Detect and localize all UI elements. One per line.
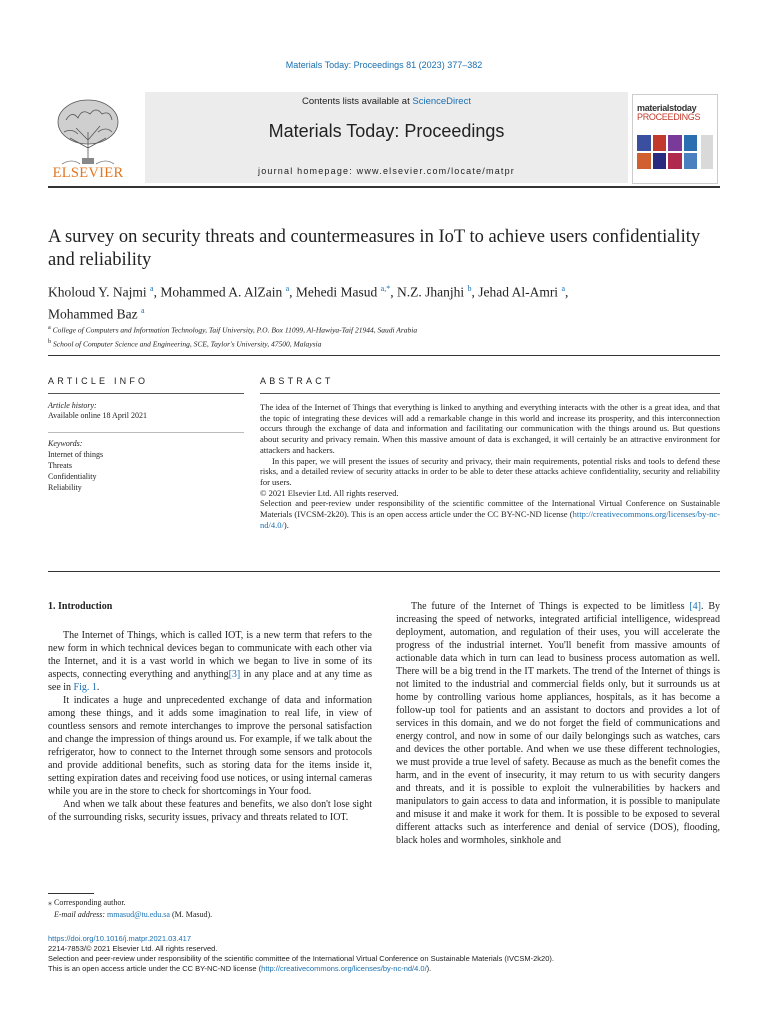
keywords-rule (48, 432, 244, 433)
email-suffix: (M. Masud). (169, 910, 213, 919)
body-paragraph (48, 629, 372, 694)
email-link[interactable]: mmasud@tu.edu.sa (107, 910, 170, 919)
license-link[interactable]: http://creativecommons.org/licenses/by-nc-nd/4.0/ (260, 509, 720, 530)
paragraph-text: . By increasing the speed of networks, integrated artificial intelligence, widespread deployment, automation, and regulation of their uses, you will accelerate the progress of the industrial internet. You'll benefit from massive amounts of actionable data which in turn can lead to business process automation as well. There will be a big trend in the IT markets. The trend of the Internet of things is not limited to the industrial and commercial fields only, but it surrounds us at home by controlling various home appliances, hospitals, as it has become a follow-up tool for patients and an assistant to doctors and provides a lot of services in this domain, and we do not forget the field of communications and energy control, and now in some of our daily belongings such as watches, cars and devices the other portable. And when we use these different technologies, we must provide a true level of safety. Because as much as the benefit comes the harm, and in the event of insecurity, it may return to us with security dangers and threats, and it is possible to exploit the vulnerabilities by hackers and manipulators to gain access to data and information, it is possible to manipulate and misuse it and make it work for them. It is possible to be exposed to several different attacks such as interference and denial of service (DOS), flooding, black holes and wormholes, sinkhole and (396, 601, 720, 846)
abstract-body (260, 402, 720, 530)
abstract-selection (260, 498, 720, 530)
figure-link[interactable]: Fig. 1 (73, 682, 97, 693)
paragraph-text: in any place and at any time as see in (48, 669, 372, 693)
article-title: A survey on security threats and countermeasures in IoT to achieve users confidentiality and reliability (48, 227, 701, 270)
oa-license-link[interactable]: http://creativecommons.org/licenses/by-nc-nd/4.0/ (261, 964, 427, 973)
abstract-rule (260, 393, 720, 394)
footnote (48, 897, 372, 921)
paragraph-text: The Internet of Things, which is called IOT, is a new term that refers to the new form in which technical devices began to communicate with each other via the Internet, and it is a vast world in which we began to live in some of its aspects, connecting everything and anything (48, 630, 372, 680)
body-column-right (396, 600, 720, 847)
cover-sidebar (701, 135, 713, 169)
selection-text: Selection and peer-review under responsibility of the scientific committee of the International Virtual Conference on Sustainable Materials (IVCSM-2k20). This is an open access article under the CC BY-NC-ND license ( (260, 498, 720, 520)
author-name[interactable]: Kholoud Y. Najmi (48, 284, 147, 300)
author-affiliation-marker[interactable]: a (140, 305, 145, 315)
affiliations (48, 322, 720, 349)
selection-end: ). (283, 519, 289, 530)
corresponding-author-note: ⁎ Corresponding author. (48, 898, 126, 907)
journal-reference[interactable]: Materials Today: Proceedings 81 (2023) 377–382 (285, 60, 483, 70)
affiliation-text: College of Computers and Information Technology, Taif University, P.O. Box 11099, Al-Hawiya-Taif 21944, Saudi Arabia (52, 325, 418, 335)
author-name[interactable]: Jehad Al-Amri (478, 284, 559, 300)
doi-link[interactable]: https://doi.org/10.1016/j.matpr.2021.03.417 (48, 934, 192, 943)
cover-image-grid (637, 135, 697, 169)
keyword-item: Internet of things (48, 450, 104, 459)
contents-line (145, 96, 628, 107)
body-column-left (48, 600, 372, 824)
open-access-line (48, 964, 720, 974)
paragraph-text: . (96, 682, 100, 693)
abstract-paragraph: In this paper, we will present the issues of security and privacy, their main requirements, potential risks and tools to defend these risks, and a detailed review of security attacks in order to be able to deter these attacks achieve confidentiality, security and reliability for users. (260, 455, 720, 487)
affiliation-line (48, 336, 720, 350)
author-name[interactable]: Mohammed A. AlZain (160, 284, 283, 300)
body-paragraph: It indicates a huge and unprecedented exchange of data and information among these things, and it adds some imagination to real life, in view of countless sensors and remote interchanges to improve the personal satisfaction and change the impression of things around us. For example, if we talk about the refrigerator, how to connect to the Internet through some sensors and protocols and provide additional benefits, such as storing data for the items inside it, setting expiration dates and receiving food use notices, or using internal cameras while you are in the store to check for shortcomings in Your food. (48, 695, 372, 797)
affiliation-key: b (48, 337, 52, 345)
keyword-item: Confidentiality (48, 472, 97, 481)
abstract-copyright: © 2021 Elsevier Ltd. All rights reserved. (260, 487, 399, 498)
affiliation-key: a (48, 324, 51, 331)
keywords-block (48, 438, 244, 493)
section-heading: 1. Introduction (48, 601, 113, 612)
affiliation-text: School of Computer Science and Engineering, SCE, Taylor's University, 47500, Malaysia (53, 339, 322, 348)
author-name[interactable]: Mehedi Masud (295, 284, 378, 300)
sciencedirect-link[interactable]: ScienceDirect (412, 96, 471, 107)
abstract-paragraph: The idea of the Internet of Things that everything is linked to anything and everything interacts with the other is a great idea, and that the topic of integrating these devices will add a remarkable change in this world and increase its prosperity, and this interconnection occurs through the exchange of data and information and facilitating our communication with the things around us. But questions about security and privacy remain. When this massive amount of data is exchanged, it will certainly be an attractive environment for attackers and hackers. (260, 402, 720, 455)
author-affiliation-marker[interactable]: b (467, 284, 472, 293)
email-label: E-mail address: (54, 910, 108, 919)
author-affiliation-marker[interactable]: a (561, 284, 566, 293)
header-rule (48, 186, 720, 188)
journal-homepage[interactable]: journal homepage: www.elsevier.com/locate/matpr (258, 166, 515, 176)
citation-link[interactable]: [4] (689, 601, 701, 612)
cover-brand: materialstoday (637, 103, 697, 113)
keyword-item: Threats (48, 461, 72, 470)
citation-link[interactable]: [3] (228, 669, 241, 680)
oa-prefix: This is an open access article under the CC BY-NC-ND license ( (48, 964, 262, 973)
section-rule (48, 355, 720, 356)
journal-name[interactable]: Materials Today: Proceedings (268, 121, 505, 141)
history-value: Available online 18 April 2021 (48, 411, 147, 420)
keyword-item: Reliability (48, 483, 82, 492)
author-affiliation-marker[interactable]: a,* (380, 284, 391, 293)
abstract-bottom-rule (48, 571, 720, 572)
oa-suffix: ). (426, 964, 432, 973)
article-info-rule (48, 393, 244, 394)
journal-cover-thumbnail[interactable] (632, 94, 718, 184)
article-info-heading: ARTICLE INFO (48, 376, 149, 386)
author-name[interactable]: N.Z. Jhanjhi (396, 284, 465, 300)
author-affiliation-marker[interactable]: a (285, 284, 290, 293)
affiliation-line (48, 322, 720, 336)
elsevier-wordmark: ELSEVIER (52, 165, 124, 181)
selection-line: Selection and peer-review under responsibility of the scientific committee of the International Virtual Conference on Sustainable Materials (IVCSM-2k20). (48, 954, 554, 963)
paragraph-text: The future of the Internet of Things is expected to be limitless (411, 601, 690, 612)
author-list: Kholoud Y. Najmi $^a$, Mohammed A. AlZain $^a$, Mehedi Masud $^{a,*}$, N.Z. Jhanjhi $^b$, Jehad Al-Amri $^a$, Mohammed Baz $^a$ (48, 284, 569, 321)
email-line (48, 909, 372, 921)
author-affiliation-marker[interactable]: a (150, 284, 154, 293)
bottom-publication-info (48, 934, 720, 974)
contents-prefix: Contents lists available at (302, 96, 413, 107)
body-paragraph: And when we talk about these features and benefits, we also don't lose sight of the surrounding risks, security issues, privacy and threats related to IOT. (48, 799, 372, 823)
body-paragraph (396, 600, 720, 847)
author-name[interactable]: Mohammed Baz (48, 306, 138, 321)
abstract-heading: ABSTRACT (260, 376, 334, 386)
keywords-label: Keywords: (48, 439, 83, 448)
cover-subtitle: PROCEEDINGS (637, 112, 701, 122)
history-label: Article history: (48, 401, 97, 410)
article-history (48, 401, 244, 421)
issn-line: 2214-7853/© 2021 Elsevier Ltd. All rights reserved. (48, 944, 218, 953)
footnote-rule (48, 893, 94, 894)
